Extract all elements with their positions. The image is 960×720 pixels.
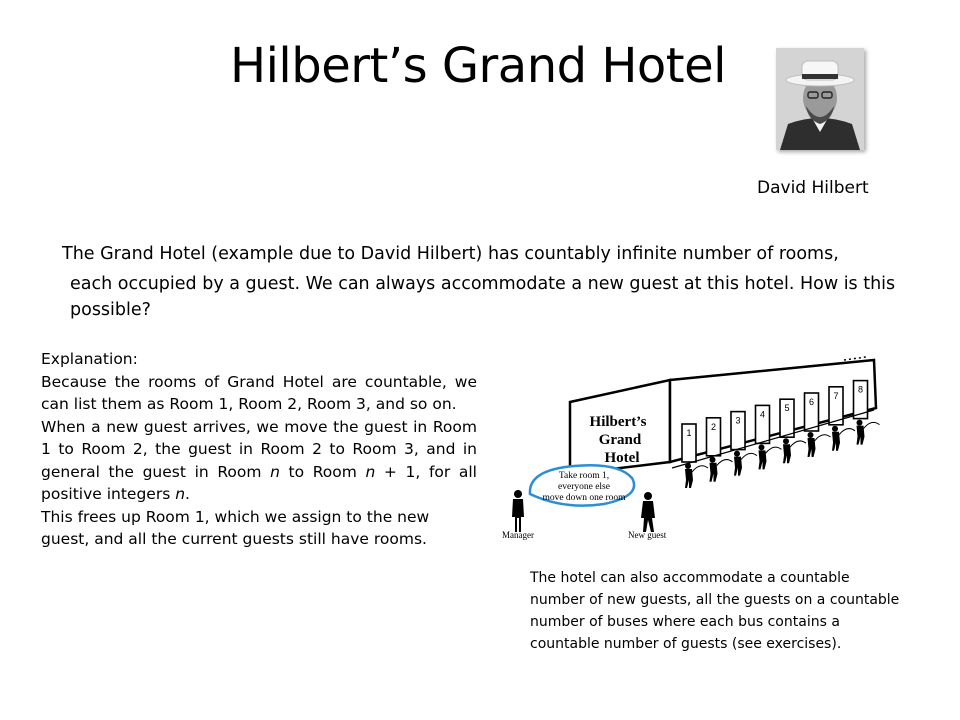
explanation-paragraph-2 [41, 416, 477, 506]
room-number: 6 [808, 397, 815, 407]
hotel-sign-line-3: Hotel [604, 450, 640, 466]
hotel-sign-line-2: Grand [598, 432, 642, 448]
room-number: 3 [735, 415, 741, 426]
room-number: 4 [759, 409, 766, 420]
variable-n: n [175, 485, 186, 503]
room-number: 5 [784, 403, 790, 414]
explanation-p2-text-c: 1, for all positive integers [41, 462, 477, 503]
manager-label: Manager [502, 530, 534, 540]
explanation-heading: Explanation [41, 350, 133, 368]
intro-line-1: The Grand Hotel (example due to David Hilbert) has countably infinite number of rooms, [62, 244, 839, 264]
buses-note: The hotel can also accommodate a countable number of new guests, all the guests on a countable number of buses where each bus contains a countable number of guests (see exercises). [530, 570, 900, 652]
hotel-sign-line-1: Hilbert’s [589, 414, 647, 430]
guest-figure [857, 420, 880, 445]
explanation-p2-text-a: When a new guest arrives, we move the guest in Room 1 to Room 2, the guest in Room 2 to Room 3, and in general the guest in Room [41, 417, 477, 481]
portrait-caption: David Hilbert [757, 178, 869, 198]
explanation-paragraph-3: This frees up Room 1, which we assign to the new guest, and all the current guests still have rooms. [41, 507, 430, 548]
hotel-illustration [494, 352, 914, 542]
explanation-paragraph-1: Because the rooms of Grand Hotel are countable, we can list them as Room 1, Room 2, Room 3, and so on. [41, 372, 477, 413]
new-guest-label: New guest [628, 530, 667, 540]
slide-title: Hilbert’s Grand Hotel [230, 38, 726, 94]
speech-line-2: everyone else [558, 482, 610, 492]
manager-figure [512, 490, 524, 532]
explanation-heading-colon: : [132, 350, 138, 368]
room-number: 8 [857, 384, 864, 395]
intro-paragraph [62, 240, 942, 323]
explanation-p2-text-d: . [185, 485, 190, 503]
guest-figure [710, 457, 733, 482]
guest-figure [685, 463, 708, 488]
room-number: 1 [686, 428, 692, 438]
guest-figure [832, 426, 855, 451]
hotel-corridor-wall [670, 360, 876, 462]
expression-n-plus: n + [365, 462, 406, 481]
speech-line-3: move down one room [542, 493, 626, 503]
room-number: 2 [710, 421, 717, 432]
intro-line-2: each occupied by a guest. We can always accommodate a new guest at this hotel. How is this possible? [70, 274, 896, 320]
guest-figure [734, 451, 757, 476]
speech-line-1: Take room 1, [558, 471, 610, 481]
guest-figure [783, 438, 806, 463]
variable-n: n [270, 462, 280, 481]
guest-figure [759, 444, 782, 469]
room-number: 7 [833, 390, 839, 401]
guest-figure [808, 432, 831, 457]
explanation-p2-text-b: to Room [279, 462, 366, 481]
new-guest-figure [641, 492, 655, 532]
david-hilbert-portrait [776, 48, 864, 150]
explanation-block [41, 348, 477, 551]
